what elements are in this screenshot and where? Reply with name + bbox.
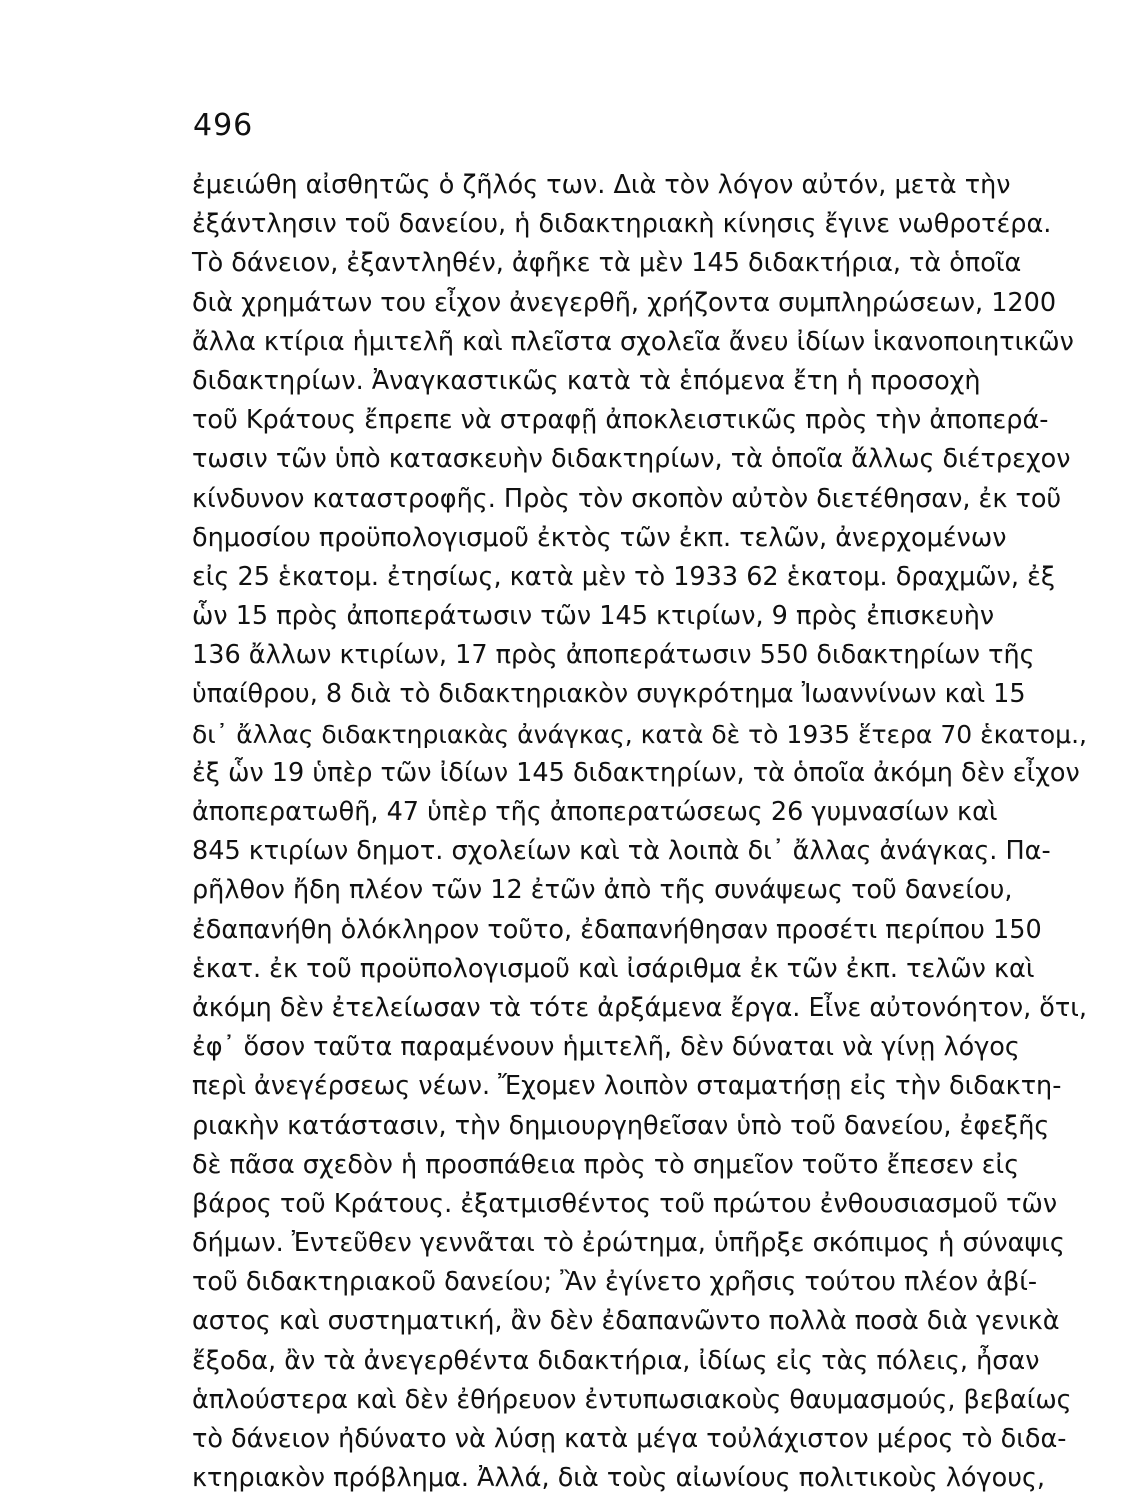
text-line: δι᾽ ἄλλας διδακτηριακὰς ἀνάγκας, κατὰ δὲ τὸ 1935 ἕτερα 70 ἑκατομ.,: [192, 719, 1087, 749]
text-line: ριακὴν κατάστασιν, τὴν δημιουργηθεῖσαν ὑπὸ τοῦ δανείου, ἐφεξῆς: [192, 1110, 1050, 1141]
text-line: κίνδυνον καταστροφῆς. Πρὸς τὸν σκοπὸν αὐτὸν διετέθησαν, ἐκ τοῦ: [192, 483, 1062, 514]
text-line: ἐξάντλησιν τοῦ δανείου, ἡ διδακτηριακὴ κίνησις ἔγινε νωθροτέρα.: [192, 209, 1052, 240]
text-line: δήμων. Ἐντεῦθεν γεννᾶται τὸ ἐρώτημα, ὑπῆρξε σκόπιμος ἡ σύναψις: [192, 1228, 1065, 1259]
text-line: διὰ χρημάτων του εἶχον ἀνεγερθῆ, χρήζοντα συμπληρώσεων, 1200: [192, 287, 1057, 318]
text-line: ἀποπερατωθῆ, 47 ὑπὲρ τῆς ἀποπερατώσεως 26 γυμνασίων καὶ: [192, 797, 998, 827]
text-line: ἐξ ὧν 19 ὑπὲρ τῶν ἰδίων 145 διδακτηρίων, τὰ ὁποῖα ἀκόμη δὲν εἶχον: [192, 757, 1080, 788]
text-line: Τὸ δάνειον, ἐξαντληθέν, ἀφῆκε τὰ μὲν 145 διδακτήρια, τὰ ὁποῖα: [192, 248, 1022, 279]
text-line: ἑκατ. ἐκ τοῦ προϋπολογισμοῦ καὶ ἰσάριθμα ἐκ τῶν ἐκπ. τελῶν καὶ: [192, 953, 1035, 984]
text-line: διδακτηρίων. Ἀναγκαστικῶς κατὰ τὰ ἑπόμενα ἔτη ἡ προσοχὴ: [192, 365, 981, 396]
text-line: ἀκόμη δὲν ἐτελείωσαν τὰ τότε ἀρξάμενα ἔργα. Εἶνε αὐτονόητον, ὅτι,: [192, 992, 1087, 1023]
text-line: ἄλλα κτίρια ἡμιτελῆ καὶ πλεῖστα σχολεῖα ἄνευ ἰδίων ἱκανοποιητικῶν: [192, 326, 1074, 357]
text-line: ὧν 15 πρὸς ἀποπεράτωσιν τῶν 145 κτιρίων, 9 πρὸς ἐπισκευὴν: [192, 601, 995, 632]
text-line: ἐδαπανήθη ὁλόκληρον τοῦτο, ἐδαπανήθησαν προσέτι περίπου 150: [192, 914, 1042, 945]
text-line: ἔξοδα, ἂν τὰ ἀνεγερθέντα διδακτήρια, ἰδίως εἰς τὰς πόλεις, ἦσαν: [192, 1345, 1040, 1376]
text-line: τοῦ Κράτους ἔπρεπε νὰ στραφῇ ἀποκλειστικῶς πρὸς τὴν ἀποπερά-: [192, 405, 1049, 436]
text-line: τωσιν τῶν ὑπὸ κατασκευὴν διδακτηρίων, τὰ ὁποῖα ἄλλως διέτρεχον: [192, 444, 1071, 475]
text-line: τὸ δάνειον ἠδύνατο νὰ λύσῃ κατὰ μέγα τοὐλάχιστον μέρος τὸ διδα-: [192, 1424, 1067, 1454]
text-line: εἰς 25 ἑκατομ. ἐτησίως, κατὰ μὲν τὸ 1933 62 ἑκατομ. δραχμῶν, ἐξ: [192, 561, 1056, 592]
text-line: δὲ πᾶσα σχεδὸν ἡ προσπάθεια πρὸς τὸ σημεῖον τοῦτο ἔπεσεν εἰς: [192, 1149, 1020, 1180]
text-line: ὑπαίθρου, 8 διὰ τὸ διδακτηριακὸν συγκρότημα Ἰωαννίνων καὶ 15: [192, 679, 1026, 710]
text-line: ἁπλούστερα καὶ δὲν ἐθήρευον ἐντυπωσιακοὺς θαυμασμούς, βεβαίως: [192, 1384, 1072, 1415]
text-line: δημοσίου προϋπολογισμοῦ ἐκτὸς τῶν ἐκπ. τελῶν, ἀνερχομένων: [192, 522, 1007, 553]
text-line: 136 ἄλλων κτιρίων, 17 πρὸς ἀποπεράτωσιν 550 διδακτηρίων τῆς: [192, 640, 1035, 671]
text-line: 845 κτιρίων δημοτ. σχολείων καὶ τὰ λοιπὰ δι᾽ ἄλλας ἀνάγκας. Πα-: [192, 836, 1051, 867]
text-line: τοῦ διδακτηριακοῦ δανείου; Ἂν ἐγίνετο χρῆσις τούτου πλέον ἀβί-: [192, 1267, 1038, 1298]
body-text: [192, 166, 1092, 1498]
text-line: αστος καὶ συστηματική, ἂν δὲν ἐδαπανῶντο πολλὰ ποσὰ διὰ γενικὰ: [192, 1306, 1060, 1337]
text-line: κτηριακὸν πρόβλημα. Ἀλλά, διὰ τοὺς αἰωνίους πολιτικοὺς λόγους,: [192, 1463, 1046, 1494]
page-number: 496: [193, 108, 254, 143]
text-line: βάρος τοῦ Κράτους. ἐξατμισθέντος τοῦ πρώτου ἐνθουσιασμοῦ τῶν: [192, 1188, 1058, 1219]
text-line: ἐφ᾽ ὅσον ταῦτα παραμένουν ἡμιτελῆ, δὲν δύναται νὰ γίνῃ λόγος: [192, 1032, 1020, 1063]
text-line: ρῆλθον ἤδη πλέον τῶν 12 ἐτῶν ἀπὸ τῆς συνάψεως τοῦ δανείου,: [192, 875, 1013, 906]
text-line: ἐμειώθη αἰσθητῶς ὁ ζῆλός των. Διὰ τὸν λόγον αὐτόν, μετὰ τὴν: [192, 170, 1011, 200]
text-line: περὶ ἀνεγέρσεως νέων. Ἔχομεν λοιπὸν σταματήσῃ εἰς τὴν διδακτη-: [192, 1071, 1062, 1102]
